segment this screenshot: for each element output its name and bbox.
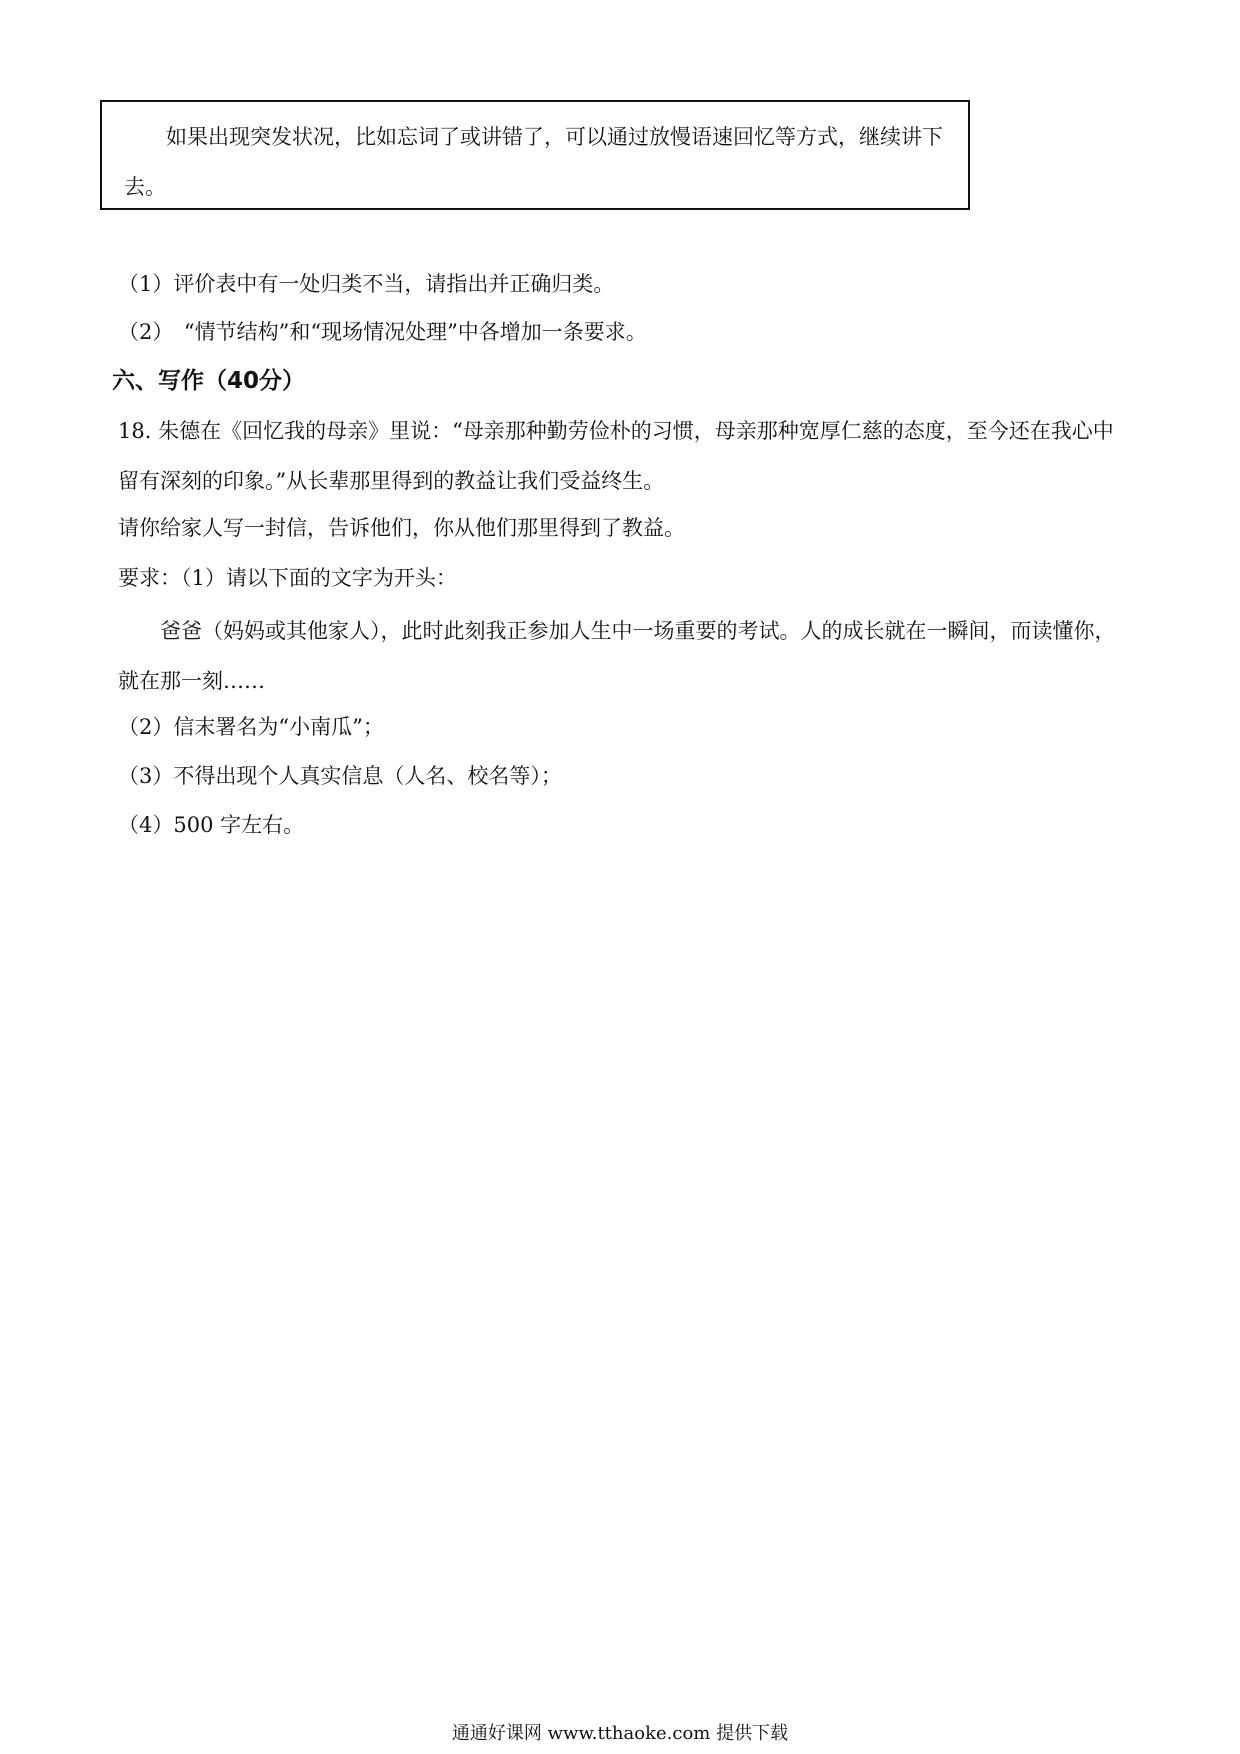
page-footer: 通通好课网 www.tthaoke.com 提供下载: [451, 1723, 789, 1744]
requirement-4: （4）500 字左右。: [118, 813, 305, 837]
essay-prompt: 18. 朱德在《回忆我的母亲》里说：“母亲那种勤劳俭朴的习惯，母亲那种宽厚仁慈的态度，至今还在我心中留有深刻的印象。”从长辈那里得到的教益让我们受益终生。: [118, 419, 1114, 493]
essay-task: 请你给家人写一封信，告诉他们，你从他们那里得到了教益。: [118, 516, 685, 540]
box-note-text: 如果出现突发状况，比如忘词了或讲错了，可以通过放慢语速回忆等方式，继续讲下去。: [124, 125, 943, 199]
requirement-3: （3）不得出现个人真实信息（人名、校名等）；: [118, 764, 562, 788]
question-2: （2） “情节结构”和“现场情况处理”中各增加一条要求。: [118, 320, 647, 344]
section-title: 六、写作（40分）: [112, 368, 306, 394]
question-1: （1）评价表中有一处归类不当，请指出并正确归类。: [118, 272, 615, 296]
requirement-intro: 要求：（1）请以下面的文字为开头：: [118, 566, 457, 590]
note-box: [100, 100, 970, 210]
requirement-2: （2）信末署名为“小南瓜”；: [118, 715, 384, 739]
essay-opening-text: 爸爸（妈妈或其他家人），此时此刻我正参加人生中一场重要的考试。人的成长就在一瞬间，而读懂你，就在那一刻……: [118, 619, 1116, 693]
